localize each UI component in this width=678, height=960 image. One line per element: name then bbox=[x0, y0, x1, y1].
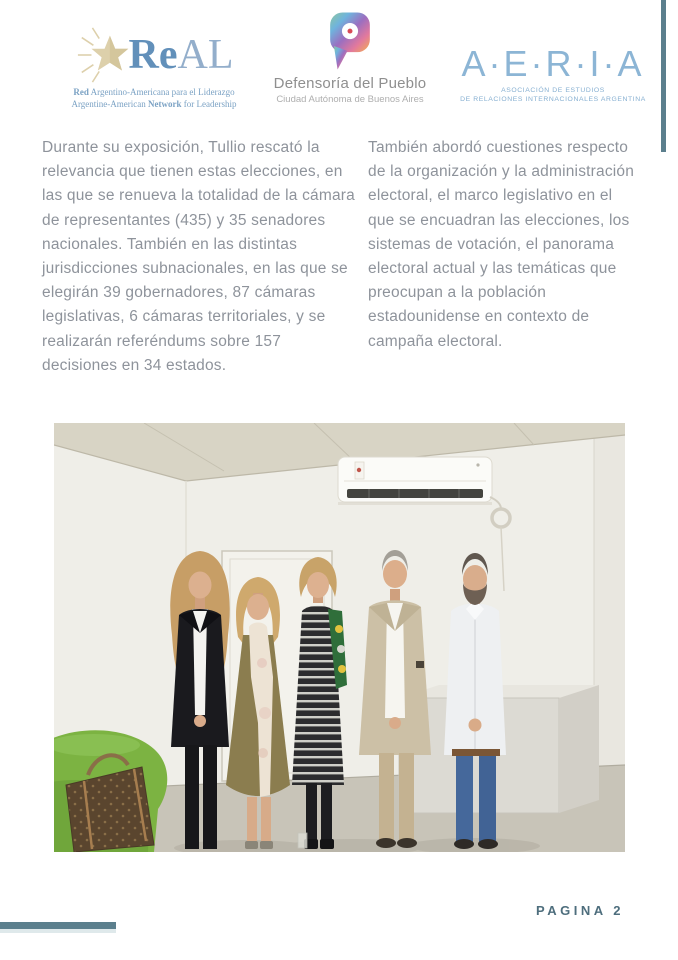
aeria-acronym: A·E·R·I·A bbox=[461, 43, 645, 84]
article-right-column: También abordó cuestiones respecto de la organización y la administración electoral, el marco legislativo en el que se encuadran las elecciones, los sistemas de votación, el panorama electoral actual y las temáticas que preocupan a la población estadounidense en contexto de campaña electoral. bbox=[368, 139, 635, 350]
real-tagline-en-rest: for Leadership bbox=[181, 99, 237, 109]
aeria-subtitle-line2: DE RELACIONES INTERNACIONALES ARGENTINA bbox=[460, 96, 646, 103]
article-columns bbox=[42, 136, 636, 378]
bottom-left-accent-bar-shadow bbox=[0, 929, 116, 933]
defensoria-p-icon bbox=[325, 10, 375, 72]
real-tagline-en-pre: Argentine-American bbox=[71, 99, 149, 109]
air-conditioner bbox=[338, 457, 492, 505]
page-number: PAGINA 2 bbox=[536, 903, 624, 918]
real-tagline-es-rest: Argentino-Americana para el Liderazgo bbox=[88, 87, 235, 97]
real-tagline-es bbox=[56, 86, 252, 98]
real-tagline-en bbox=[56, 98, 252, 110]
aeria-logo bbox=[458, 43, 648, 104]
group-photo bbox=[54, 423, 625, 852]
bottom-left-accent-bar bbox=[0, 922, 116, 929]
real-acronym-re: Re bbox=[128, 32, 178, 78]
article-left-column: Durante su exposición, Tullio rescató la relevancia que tienen estas elecciones, en las que se renueva la totalidad de la cámara de representantes (435) y 35 senadores nacionales. También en las distintas jurisdicciones subnacionales, en las que se elegirán 39 gobernadores, 87 cámaras legislativas, 6 cámaras territoriales, y se realizarán referéndums sobre 157 decisiones en 34 estados. bbox=[42, 139, 355, 374]
star-icon bbox=[75, 24, 137, 86]
defensoria-name: Defensoría del Pueblo bbox=[273, 75, 427, 92]
real-acronym-al: AL bbox=[177, 32, 234, 78]
defensoria-subtitle: Ciudad Autónoma de Buenos Aires bbox=[276, 94, 424, 105]
real-tagline-en-bold: Network bbox=[148, 99, 182, 109]
real-acronym bbox=[129, 34, 234, 76]
real-tagline-es-bold: Red bbox=[73, 87, 89, 97]
real-logo bbox=[56, 24, 252, 110]
defensoria-logo bbox=[268, 10, 432, 105]
glass-on-floor bbox=[298, 833, 307, 848]
top-right-accent-bar bbox=[661, 0, 666, 152]
aeria-subtitle-line1: ASOCIACIÓN DE ESTUDIOS bbox=[501, 87, 605, 94]
real-logo-row bbox=[56, 24, 252, 86]
